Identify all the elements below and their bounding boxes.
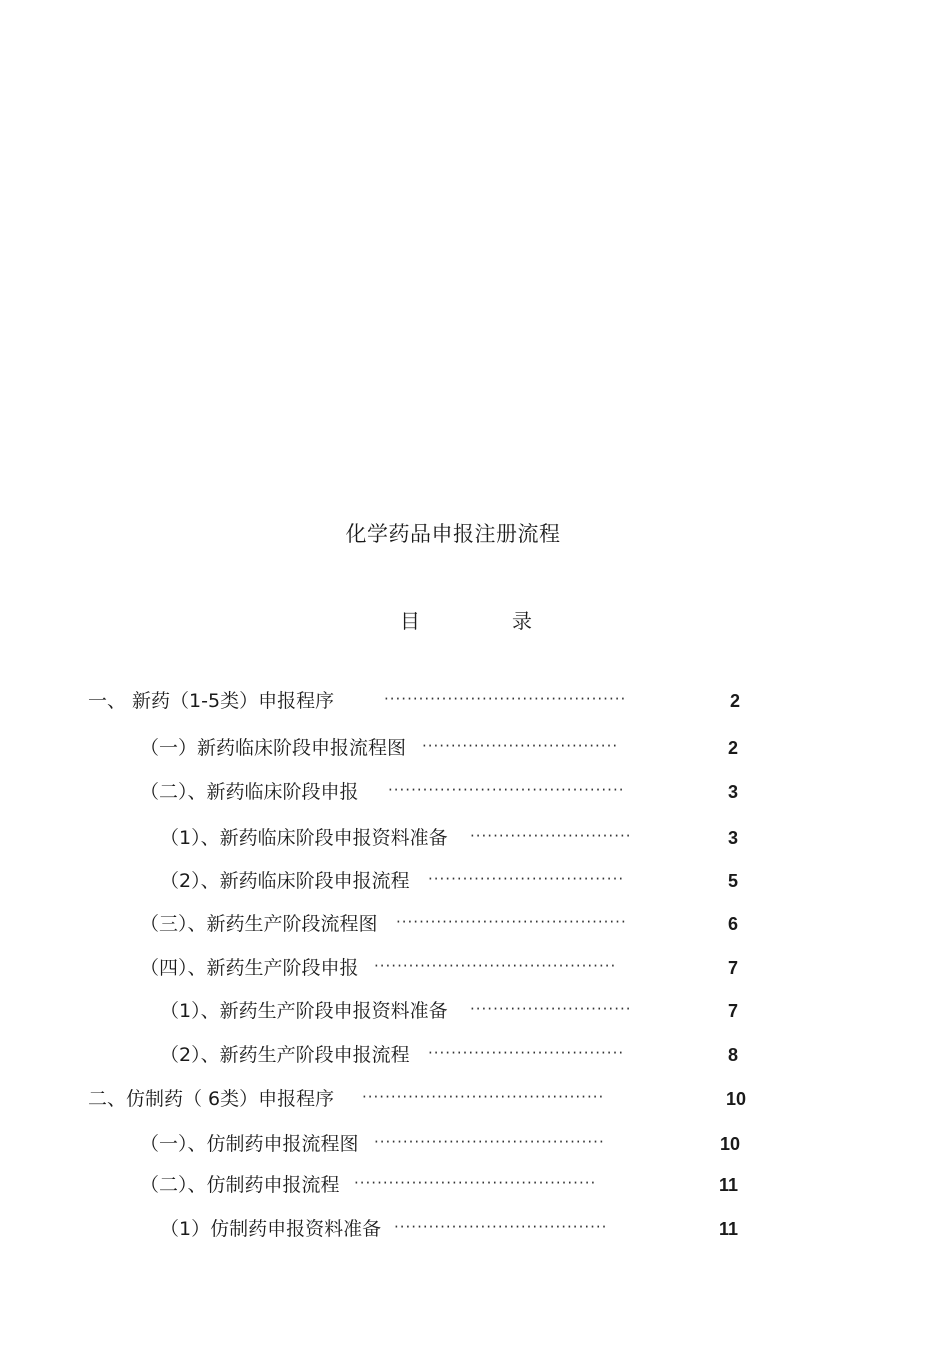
toc-entry[interactable]	[160, 825, 750, 851]
toc-entry[interactable]	[140, 1131, 750, 1157]
toc-leader: ··········································	[354, 1174, 597, 1192]
toc-heading-right: 录	[512, 609, 532, 633]
toc-leader: ··········································	[362, 1088, 605, 1106]
toc-entry[interactable]	[160, 868, 750, 894]
toc-leader: ·········································	[388, 781, 625, 799]
toc-entry[interactable]	[140, 955, 750, 981]
toc-entry-page: 8	[727, 1045, 738, 1065]
toc-entry[interactable]	[140, 735, 750, 761]
toc-entry-page: 11	[718, 1175, 738, 1195]
toc-entry-page: 10	[719, 1134, 740, 1154]
toc-entry[interactable]	[160, 998, 750, 1024]
toc-entry-page: 7	[727, 958, 738, 978]
toc-entry-label: （一）新药临床阶段申报流程图	[140, 737, 407, 759]
toc-leader: ··········································	[374, 957, 617, 975]
toc-entry[interactable]	[160, 1042, 750, 1068]
toc-entry[interactable]	[160, 1216, 750, 1242]
toc-leader: ··································	[428, 1044, 625, 1062]
toc-entry-page: 3	[727, 782, 738, 802]
toc-entry[interactable]	[140, 1172, 750, 1198]
toc-entry-label: （四）、新药生产阶段申报	[140, 957, 359, 979]
document-title: 化学药品申报注册流程	[345, 522, 561, 546]
toc-leader: ··································	[422, 737, 619, 755]
toc-entry-label: （1）、新药生产阶段申报资料准备	[160, 1000, 448, 1022]
toc-entry-page: 2	[729, 691, 740, 711]
toc-entry-label: （1）、新药临床阶段申报资料准备	[160, 827, 448, 849]
toc-entry-label: 一、 新药（1-5类）申报程序	[88, 690, 335, 712]
toc-entry[interactable]	[88, 1086, 750, 1112]
toc-entry[interactable]	[140, 779, 750, 805]
toc-entry-label: （2）、新药临床阶段申报流程	[160, 870, 410, 892]
toc-entry[interactable]	[88, 688, 748, 714]
toc-entry-label: （三）、新药生产阶段流程图	[140, 913, 378, 935]
toc-entry-label: （一）、仿制药申报流程图	[140, 1133, 359, 1155]
toc-entry-page: 5	[727, 871, 738, 891]
toc-leader: ········································	[396, 913, 627, 931]
toc-entry-page: 10	[725, 1089, 746, 1109]
toc-leader: ·····································	[394, 1218, 608, 1236]
toc-entry-page: 6	[727, 914, 738, 934]
toc-leader: ··································	[428, 870, 625, 888]
toc-entry-page: 7	[727, 1001, 738, 1021]
toc-leader: ··········································	[384, 690, 627, 708]
toc-leader: ········································	[374, 1133, 605, 1151]
toc-entry-label: （二）、仿制药申报流程	[140, 1174, 340, 1196]
toc-entry-label: （2）、新药生产阶段申报流程	[160, 1044, 410, 1066]
toc-leader: ····························	[470, 827, 632, 845]
toc-entry-page: 11	[718, 1219, 738, 1239]
toc-entry-page: 3	[727, 828, 738, 848]
toc-entry[interactable]	[140, 911, 750, 937]
toc-entry-label: （二）、新药临床阶段申报	[140, 781, 359, 803]
toc-entry-label: （1）仿制药申报资料准备	[160, 1218, 382, 1240]
toc-heading-left: 目	[400, 609, 420, 633]
toc-entry-label: 二、仿制药（ 6类）申报程序	[88, 1088, 335, 1110]
toc-entry-page: 2	[727, 738, 738, 758]
toc-leader: ····························	[470, 1000, 632, 1018]
